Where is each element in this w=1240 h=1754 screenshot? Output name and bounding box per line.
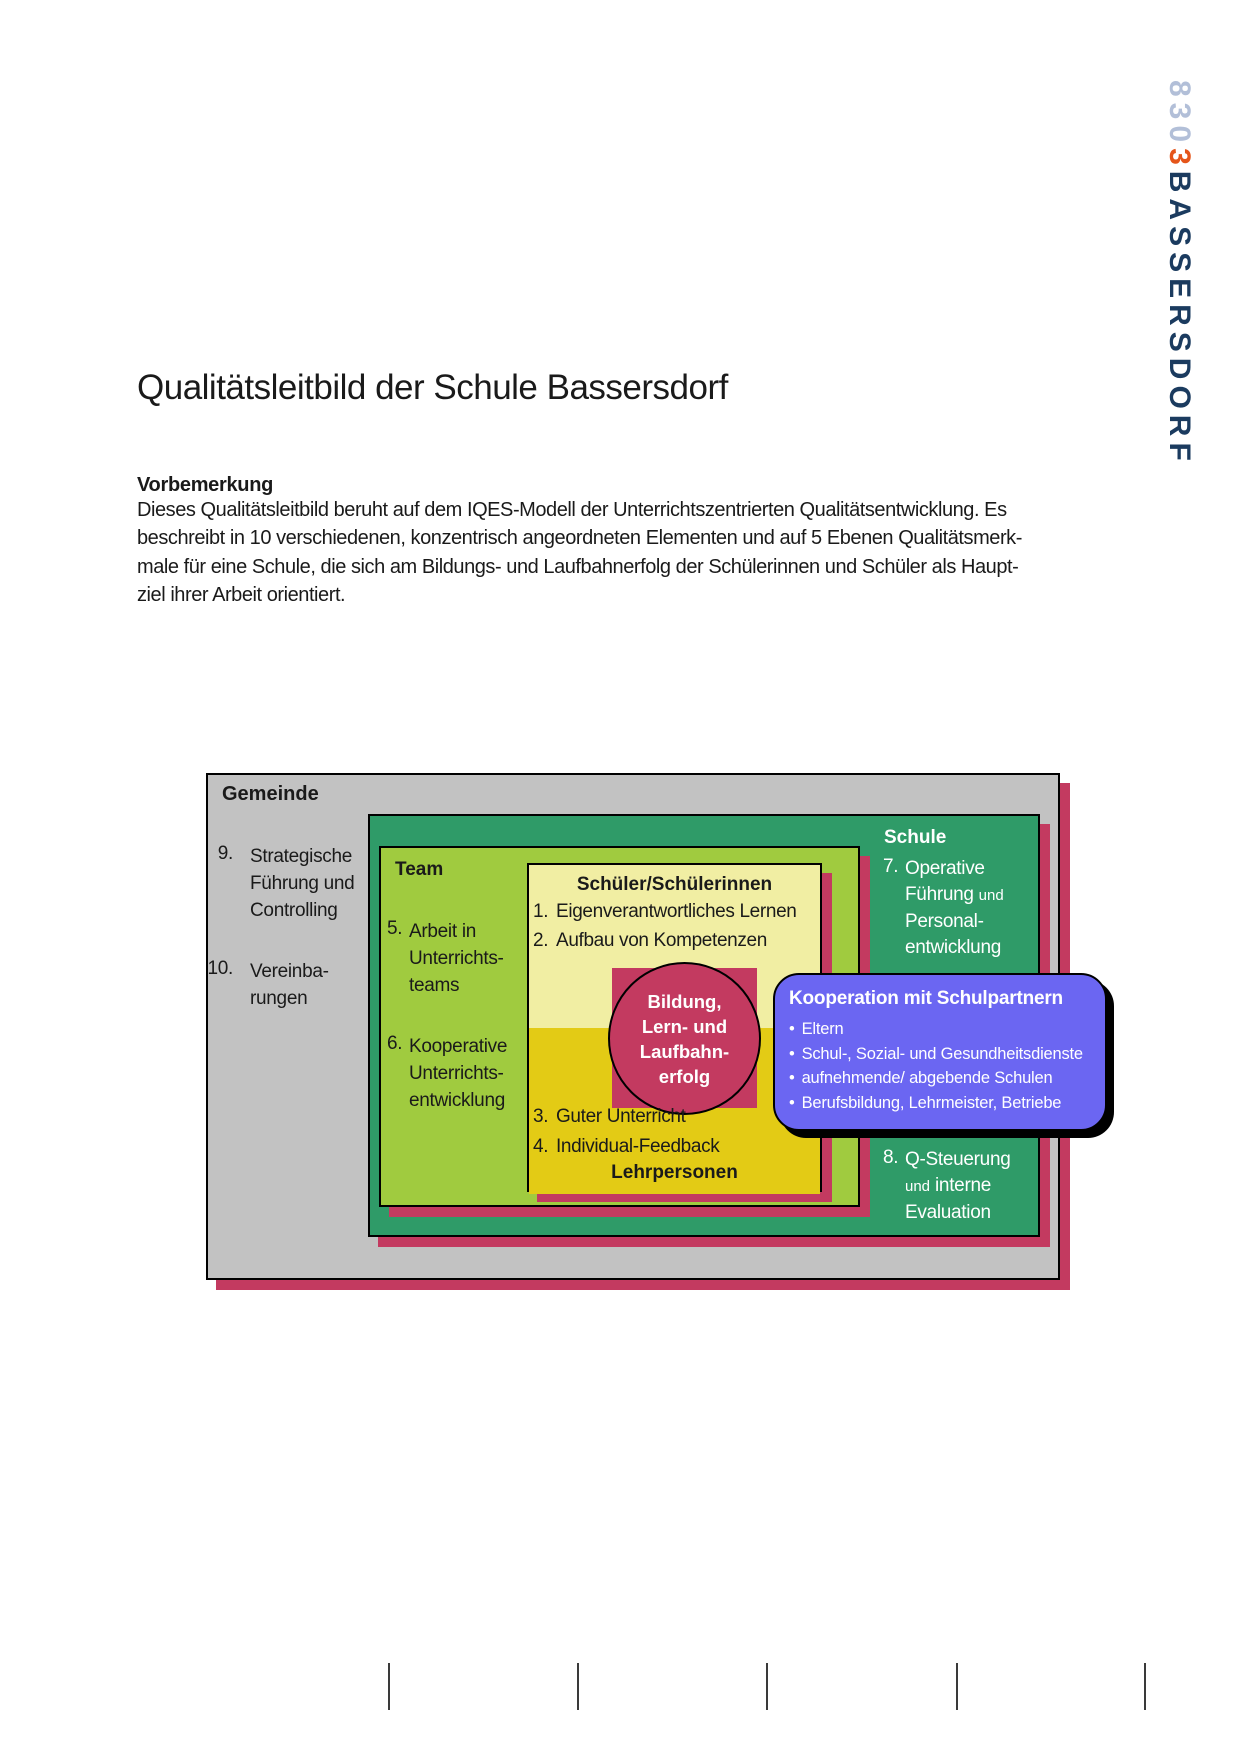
fold-mark — [766, 1663, 768, 1710]
logo-postal-code: 830 — [1163, 80, 1196, 149]
schueler-label: Schüler/Schülerinnen — [576, 874, 773, 895]
logo-town-name: BASSERSDORF — [1163, 170, 1196, 467]
intro-paragraph-line: beschreibt in 10 verschiedenen, konzentrisch angeordneten Elementen und auf 5 Ebenen Qualitätsmerk- — [137, 527, 1022, 549]
item-5-arbeit-in-unterrichtsteams: 5. Arbeit in Unterrichts- teams — [387, 918, 504, 996]
kooperation-bullet: • Eltern — [789, 1017, 1091, 1042]
fold-mark — [388, 1663, 390, 1710]
item-2-aufbau-von-kompetenzen: 2. Aufbau von Kompetenzen — [533, 930, 767, 951]
intro-paragraph-line: ziel ihrer Arbeit orientiert. — [137, 584, 346, 606]
logo-postal-accent: 3 — [1163, 148, 1196, 171]
kern-text-line: Bildung, — [647, 990, 722, 1012]
gemeinde-label: Gemeinde — [222, 783, 319, 805]
fold-mark — [1144, 1663, 1146, 1710]
item-6-kooperative-unterrichtsentwicklung: 6. Kooperative Unterrichts- entwicklung — [387, 1033, 508, 1111]
item-4-individual-feedback: 4. Individual-Feedback — [533, 1136, 720, 1157]
item-10-vereinbarungen: 10. Vereinba- rungen — [207, 958, 329, 1009]
kern-text-line: erfolg — [658, 1065, 711, 1087]
kern-text-line: Laufbahn- — [639, 1040, 730, 1062]
section-heading: Vorbemerkung — [137, 474, 274, 496]
kern-text-line: Lern- und — [641, 1015, 728, 1037]
municipality-logo — [1162, 80, 1196, 467]
page-title: Qualitätsleitbild der Schule Bassersdorf — [137, 368, 728, 407]
kooperation-box — [773, 973, 1107, 1131]
lehrpersonen-label: Lehrpersonen — [611, 1162, 738, 1183]
intro-paragraph-line: male für eine Schule, die sich am Bildungs- und Laufbahnerfolg der Schülerinnen und Schüler als Haupt- — [137, 556, 1019, 578]
kern-circle — [608, 962, 761, 1115]
schule-label: Schule — [884, 827, 947, 848]
intro-paragraph-line: Dieses Qualitätsleitbild beruht auf dem IQES-Modell der Unterrichtszentrierten Qualitätsentwicklung. Es — [137, 499, 1007, 521]
kooperation-bullet: • aufnehmende/ abgebende Schulen — [789, 1066, 1091, 1091]
team-label: Team — [395, 859, 444, 880]
item-3-guter-unterricht: 3. Guter Unterricht — [533, 1106, 686, 1127]
kooperation-bullet: • Berufsbildung, Lehrmeister, Betriebe — [789, 1091, 1091, 1116]
kooperation-bullet: • Schul-, Sozial- und Gesundheitsdienste — [789, 1042, 1091, 1067]
item-9-strategische-fuehrung: 9. Strategische Führung und Controlling — [217, 843, 355, 921]
item-7-operative-fuehrung: 7. Operative Führung und Personal- entwicklung — [883, 856, 1004, 958]
kooperation-title: Kooperation mit Schulpartnern — [789, 988, 1063, 1009]
item-8-q-steuerung: 8. Q-Steuerung und interne Evaluation — [883, 1147, 1011, 1223]
item-1-eigenverantwortliches-lernen: 1. Eigenverantwortliches Lernen — [533, 901, 797, 922]
fold-mark — [956, 1663, 958, 1710]
fold-mark — [577, 1663, 579, 1710]
